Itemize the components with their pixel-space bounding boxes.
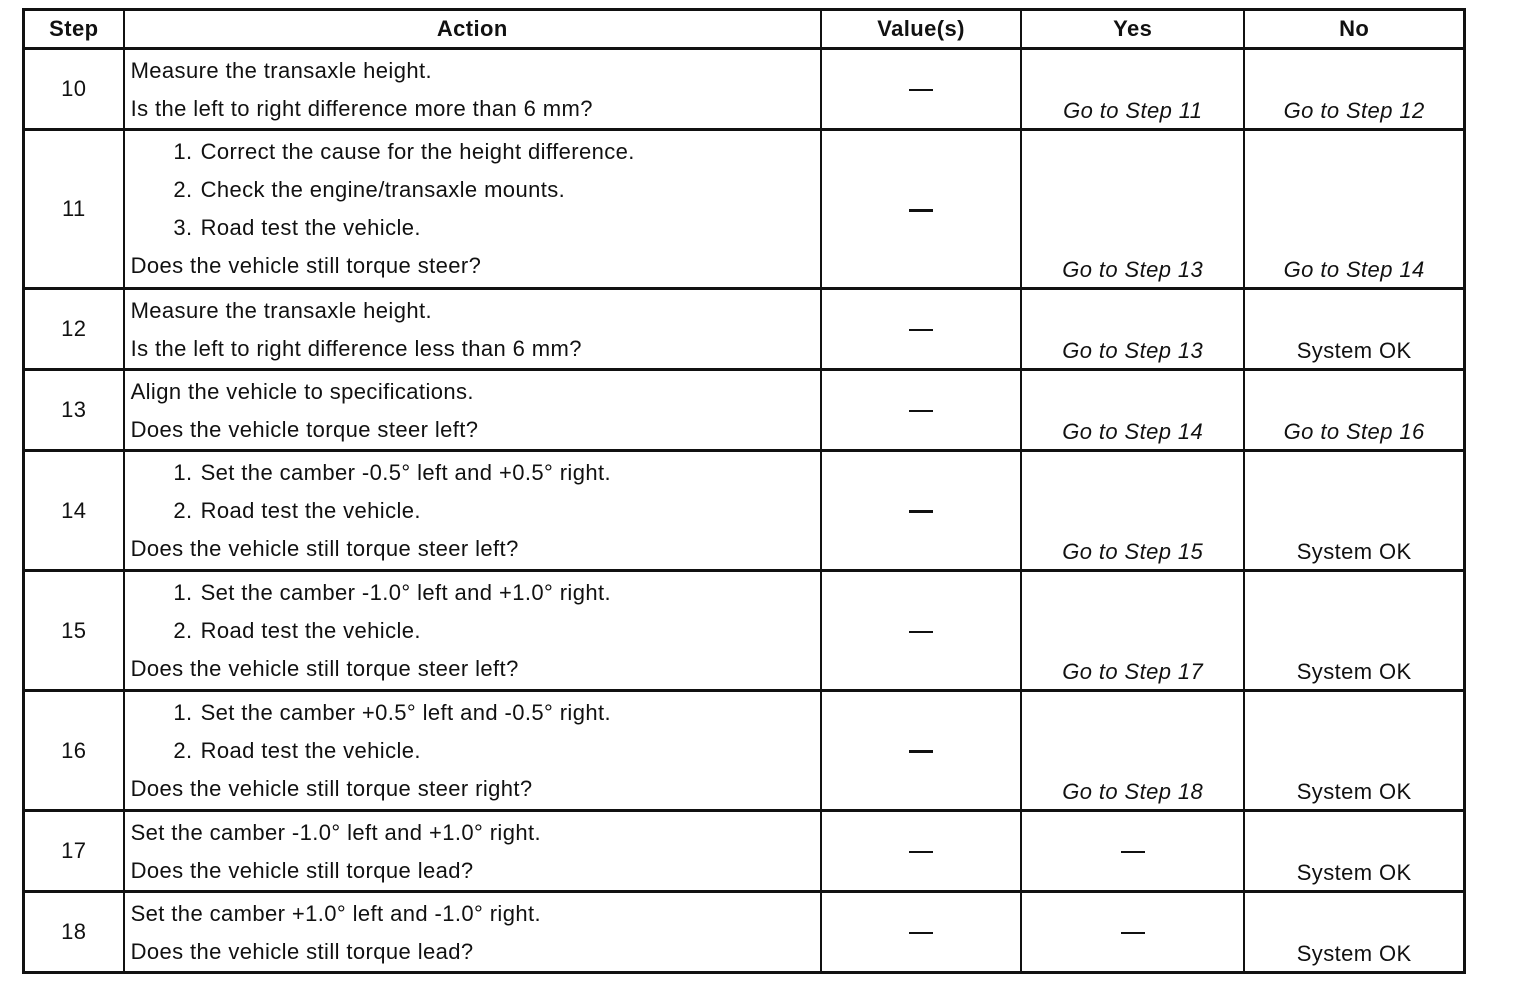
no-cell (1244, 370, 1464, 451)
yes-cell (1021, 691, 1244, 811)
action-cell (124, 130, 821, 289)
step-number: 18 (24, 892, 124, 973)
action-cell (124, 892, 821, 973)
action-step-number: 1. (173, 460, 193, 485)
no-cell (1244, 811, 1464, 892)
action-cell (124, 451, 821, 571)
action-step-item (131, 694, 814, 732)
action-step-item (131, 209, 814, 247)
action-step-item (131, 612, 814, 650)
header-yes: Yes (1021, 10, 1244, 49)
yes-cell (1021, 451, 1244, 571)
action-step-text: Road test the vehicle. (200, 498, 421, 523)
no-cell (1244, 892, 1464, 973)
table-row (24, 811, 1465, 892)
action-step-number: 1. (173, 139, 193, 164)
table-row (24, 571, 1465, 691)
no-goto-link[interactable]: Go to Step 16 (1283, 419, 1425, 444)
action-cell (124, 289, 821, 370)
header-step: Step (24, 10, 124, 49)
action-step-text: Road test the vehicle. (200, 215, 421, 240)
action-step-text: Set the camber +0.5° left and -0.5° right. (200, 700, 612, 725)
no-goto-link[interactable]: Go to Step 14 (1283, 257, 1425, 282)
no-goto-link[interactable]: Go to Step 12 (1283, 98, 1425, 123)
table-row (24, 451, 1465, 571)
action-text: Measure the transaxle height. (130, 298, 432, 323)
yes-cell (1021, 130, 1244, 289)
yes-goto-link[interactable]: Go to Step 13 (1062, 338, 1204, 363)
action-step-item (131, 454, 814, 492)
action-step-number: 2. (173, 498, 193, 523)
yes-goto-link[interactable]: Go to Step 13 (1062, 257, 1204, 282)
step-number: 15 (24, 571, 124, 691)
value-cell (821, 571, 1021, 691)
value-dash (909, 410, 933, 412)
action-text: Align the vehicle to specifications. (130, 379, 474, 404)
value-dash (909, 851, 933, 853)
action-cell (124, 811, 821, 892)
header-row (24, 10, 1465, 49)
yes-cell (1021, 811, 1244, 892)
yes-goto-link[interactable]: Go to Step 14 (1062, 419, 1204, 444)
step-number: 13 (24, 370, 124, 451)
yes-cell (1021, 370, 1244, 451)
yes-cell (1021, 49, 1244, 130)
value-cell (821, 811, 1021, 892)
action-step-text: Set the camber -0.5° left and +0.5° right. (200, 460, 612, 485)
action-step-text: Road test the vehicle. (200, 738, 421, 763)
yes-cell (1021, 571, 1244, 691)
table-row (24, 370, 1465, 451)
yes-goto-link[interactable]: Go to Step 11 (1063, 98, 1203, 123)
no-cell (1244, 571, 1464, 691)
value-cell (821, 130, 1021, 289)
header-no: No (1244, 10, 1464, 49)
action-step-number: 2. (173, 177, 193, 202)
action-question: Does the vehicle still torque steer right? (130, 776, 533, 801)
value-cell (821, 289, 1021, 370)
action-step-item (131, 171, 814, 209)
no-cell (1244, 49, 1464, 130)
action-cell (124, 691, 821, 811)
step-number: 12 (24, 289, 124, 370)
value-cell (821, 49, 1021, 130)
no-result-text: System OK (1296, 539, 1412, 564)
action-step-number: 2. (173, 738, 193, 763)
action-question: Does the vehicle still torque steer left? (130, 656, 519, 681)
step-number: 14 (24, 451, 124, 571)
no-result-text: System OK (1296, 659, 1412, 684)
table-row (24, 49, 1465, 130)
yes-dash (1121, 851, 1145, 853)
no-result-text: System OK (1296, 779, 1412, 804)
value-dash (909, 932, 933, 934)
no-result-text: System OK (1296, 338, 1412, 363)
action-cell (124, 571, 821, 691)
yes-goto-link[interactable]: Go to Step 17 (1062, 659, 1204, 684)
action-text: Measure the transaxle height. (130, 58, 432, 83)
step-number: 10 (24, 49, 124, 130)
table-row (24, 691, 1465, 811)
action-step-text: Correct the cause for the height difference. (200, 139, 635, 164)
action-text: Is the left to right difference less than 6 mm? (130, 336, 582, 361)
action-step-text: Check the engine/transaxle mounts. (200, 177, 566, 202)
yes-dash (1121, 932, 1145, 934)
action-question: Does the vehicle still torque steer left? (130, 536, 519, 561)
action-step-number: 1. (173, 700, 193, 725)
value-cell (821, 892, 1021, 973)
value-dash (909, 510, 933, 513)
table-row (24, 892, 1465, 973)
action-step-text: Set the camber -1.0° left and +1.0° right. (200, 580, 612, 605)
action-step-number: 3. (173, 215, 193, 240)
action-text: Set the camber +1.0° left and -1.0° right. (130, 901, 542, 926)
yes-goto-link[interactable]: Go to Step 15 (1062, 539, 1204, 564)
no-result-text: System OK (1296, 941, 1412, 966)
step-number: 11 (24, 130, 124, 289)
header-values: Value(s) (821, 10, 1021, 49)
diagnostic-table (22, 8, 1466, 974)
action-cell (124, 370, 821, 451)
yes-cell (1021, 289, 1244, 370)
table-body (24, 49, 1465, 973)
action-text: Does the vehicle still torque lead? (130, 858, 474, 883)
value-cell (821, 370, 1021, 451)
value-cell (821, 691, 1021, 811)
no-cell (1244, 130, 1464, 289)
action-step-item (131, 732, 814, 770)
action-step-item (131, 133, 814, 171)
action-step-number: 2. (173, 618, 193, 643)
header-action: Action (124, 10, 821, 49)
table-row (24, 289, 1465, 370)
step-number: 17 (24, 811, 124, 892)
action-step-text: Road test the vehicle. (200, 618, 421, 643)
yes-goto-link[interactable]: Go to Step 18 (1062, 779, 1204, 804)
value-dash (909, 329, 933, 331)
table-header (24, 10, 1465, 49)
action-step-number: 1. (173, 580, 193, 605)
value-cell (821, 451, 1021, 571)
value-dash (909, 89, 933, 91)
action-cell (124, 49, 821, 130)
action-text: Does the vehicle still torque lead? (130, 939, 474, 964)
value-dash (909, 631, 933, 633)
step-number: 16 (24, 691, 124, 811)
action-question: Does the vehicle still torque steer? (130, 253, 482, 278)
action-step-item (131, 574, 814, 612)
action-text: Set the camber -1.0° left and +1.0° right. (130, 820, 542, 845)
table-row (24, 130, 1465, 289)
value-dash (909, 750, 933, 753)
no-cell (1244, 289, 1464, 370)
yes-cell (1021, 892, 1244, 973)
action-text: Is the left to right difference more than 6 mm? (130, 96, 593, 121)
no-cell (1244, 691, 1464, 811)
value-dash (909, 209, 933, 212)
action-step-item (131, 492, 814, 530)
action-text: Does the vehicle torque steer left? (130, 417, 479, 442)
no-result-text: System OK (1296, 860, 1412, 885)
no-cell (1244, 451, 1464, 571)
